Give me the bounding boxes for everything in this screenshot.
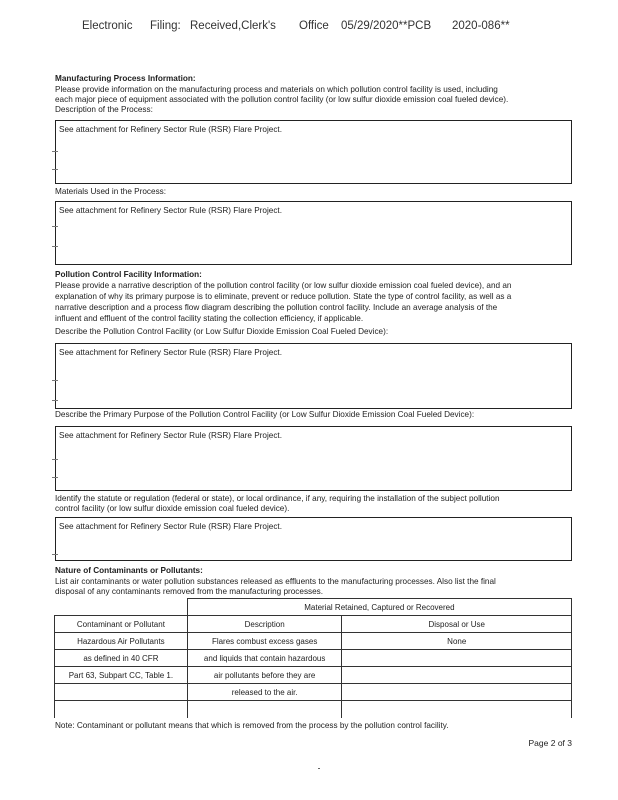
description-cell[interactable]: air pollutants before they are <box>187 667 342 684</box>
filing-stamp-header <box>0 20 618 36</box>
pollutant-cell[interactable]: Hazardous Air Pollutants <box>55 633 188 650</box>
table-row <box>55 667 572 684</box>
primary-purpose-field[interactable] <box>55 426 572 491</box>
primary-purpose-value: See attachment for Refinery Sector Rule (RSR) Flare Project. <box>59 431 282 440</box>
header-date: 05/29/2020**PCB <box>341 20 432 32</box>
margin-tick <box>52 226 58 227</box>
disposal-cell[interactable] <box>342 701 572 718</box>
contaminants-heading: Nature of Contaminants or Pollutants: <box>55 566 203 575</box>
pollution-control-heading: Pollution Control Facility Information: <box>55 270 202 279</box>
table-corner <box>55 599 188 616</box>
header-docket: 2020-086** <box>452 20 510 32</box>
process-description-field[interactable] <box>55 120 572 184</box>
description-cell[interactable]: Flares combust excess gases <box>187 633 342 650</box>
manufacturing-instruction-2: each major piece of equipment associated with the pollution control facility (or low sulfur dioxide emission coal fueled device). <box>55 95 509 104</box>
contaminants-instruction-1: List air contaminants or water pollution substances released as effluents to the manufacturing processes. Also list the final <box>55 577 496 586</box>
disposal-cell[interactable]: None <box>342 633 572 650</box>
description-cell[interactable]: released to the air. <box>187 684 342 701</box>
header-filing: Filing: <box>150 20 181 32</box>
statute-field[interactable] <box>55 517 572 561</box>
materials-label: Materials Used in the Process: <box>55 187 167 196</box>
header-office: Office <box>299 20 329 32</box>
disposal-cell[interactable] <box>342 667 572 684</box>
contaminants-table <box>54 598 572 718</box>
page-number: Page 2 of 3 <box>528 738 572 748</box>
table-row <box>55 633 572 650</box>
margin-tick <box>52 477 58 478</box>
col-disposal-header: Disposal or Use <box>342 616 572 633</box>
disposal-cell[interactable] <box>342 650 572 667</box>
materials-field[interactable] <box>55 201 572 265</box>
pollution-control-instruction-4: influent and effluent of the control facility stating the collection efficiency, if applicable. <box>55 314 364 323</box>
pollutant-cell[interactable] <box>55 684 188 701</box>
margin-tick <box>52 554 58 555</box>
contaminants-instruction-2: disposal of any contaminants removed from the manufacturing processes. <box>55 587 324 596</box>
process-description-label: Description of the Process: <box>55 105 153 114</box>
table-header-row <box>55 599 572 616</box>
manufacturing-heading: Manufacturing Process Information: <box>55 74 196 83</box>
pollution-control-instruction-1: Please provide a narrative description of the pollution control facility (or low sulfur dioxide emission coal fueled device), and an <box>55 281 512 290</box>
statute-label-2: control facility (or low sulfur dioxide emission coal fueled device). <box>55 504 290 513</box>
materials-value: See attachment for Refinery Sector Rule (RSR) Flare Project. <box>59 206 282 215</box>
describe-facility-field[interactable] <box>55 343 572 409</box>
process-description-value: See attachment for Refinery Sector Rule (RSR) Flare Project. <box>59 125 282 134</box>
table-column-row <box>55 616 572 633</box>
table-row <box>55 650 572 667</box>
describe-facility-value: See attachment for Refinery Sector Rule (RSR) Flare Project. <box>59 348 282 357</box>
primary-purpose-label: Describe the Primary Purpose of the Pollution Control Facility (or Low Sulfur Dioxide Emission Coal Fueled Device): <box>55 410 475 419</box>
pollution-control-instruction-3: narrative description and a process flow diagram describing the pollution control facility. Include an average analysis of the <box>55 303 498 312</box>
statute-label-1: Identify the statute or regulation (federal or state), or local ordinance, if any, requiring the installation of the subject pollution <box>55 494 500 503</box>
col-pollutant-header: Contaminant or Pollutant <box>55 616 188 633</box>
footer-note: Note: Contaminant or pollutant means that which is removed from the process by the pollution control facility. <box>55 721 449 730</box>
margin-tick <box>52 246 58 247</box>
manufacturing-instruction-1: Please provide information on the manufacturing process and materials on which pollution control facility is used, including <box>55 85 498 94</box>
material-retained-header: Material Retained, Captured or Recovered <box>187 599 571 616</box>
pollutant-cell[interactable]: Part 63, Subpart CC, Table 1. <box>55 667 188 684</box>
pollution-control-instruction-2: explanation of why its primary purpose is to eliminate, prevent or reduce pollution. State the type of control facility, as well as a <box>55 292 512 301</box>
pollutant-cell[interactable] <box>55 701 188 718</box>
margin-tick <box>52 151 58 152</box>
header-received: Received,Clerk's <box>190 20 276 32</box>
table-row <box>55 684 572 701</box>
scan-speck <box>318 768 320 769</box>
statute-value: See attachment for Refinery Sector Rule (RSR) Flare Project. <box>59 522 282 531</box>
disposal-cell[interactable] <box>342 684 572 701</box>
table-row <box>55 701 572 718</box>
describe-facility-label: Describe the Pollution Control Facility (or Low Sulfur Dioxide Emission Coal Fueled Device): <box>55 327 389 336</box>
margin-tick <box>52 380 58 381</box>
description-cell[interactable] <box>187 701 342 718</box>
pollutant-cell[interactable]: as defined in 40 CFR <box>55 650 188 667</box>
margin-tick <box>52 169 58 170</box>
col-description-header: Description <box>187 616 342 633</box>
description-cell[interactable]: and liquids that contain hazardous <box>187 650 342 667</box>
margin-tick <box>52 400 58 401</box>
header-electronic: Electronic <box>82 20 133 32</box>
margin-tick <box>52 459 58 460</box>
